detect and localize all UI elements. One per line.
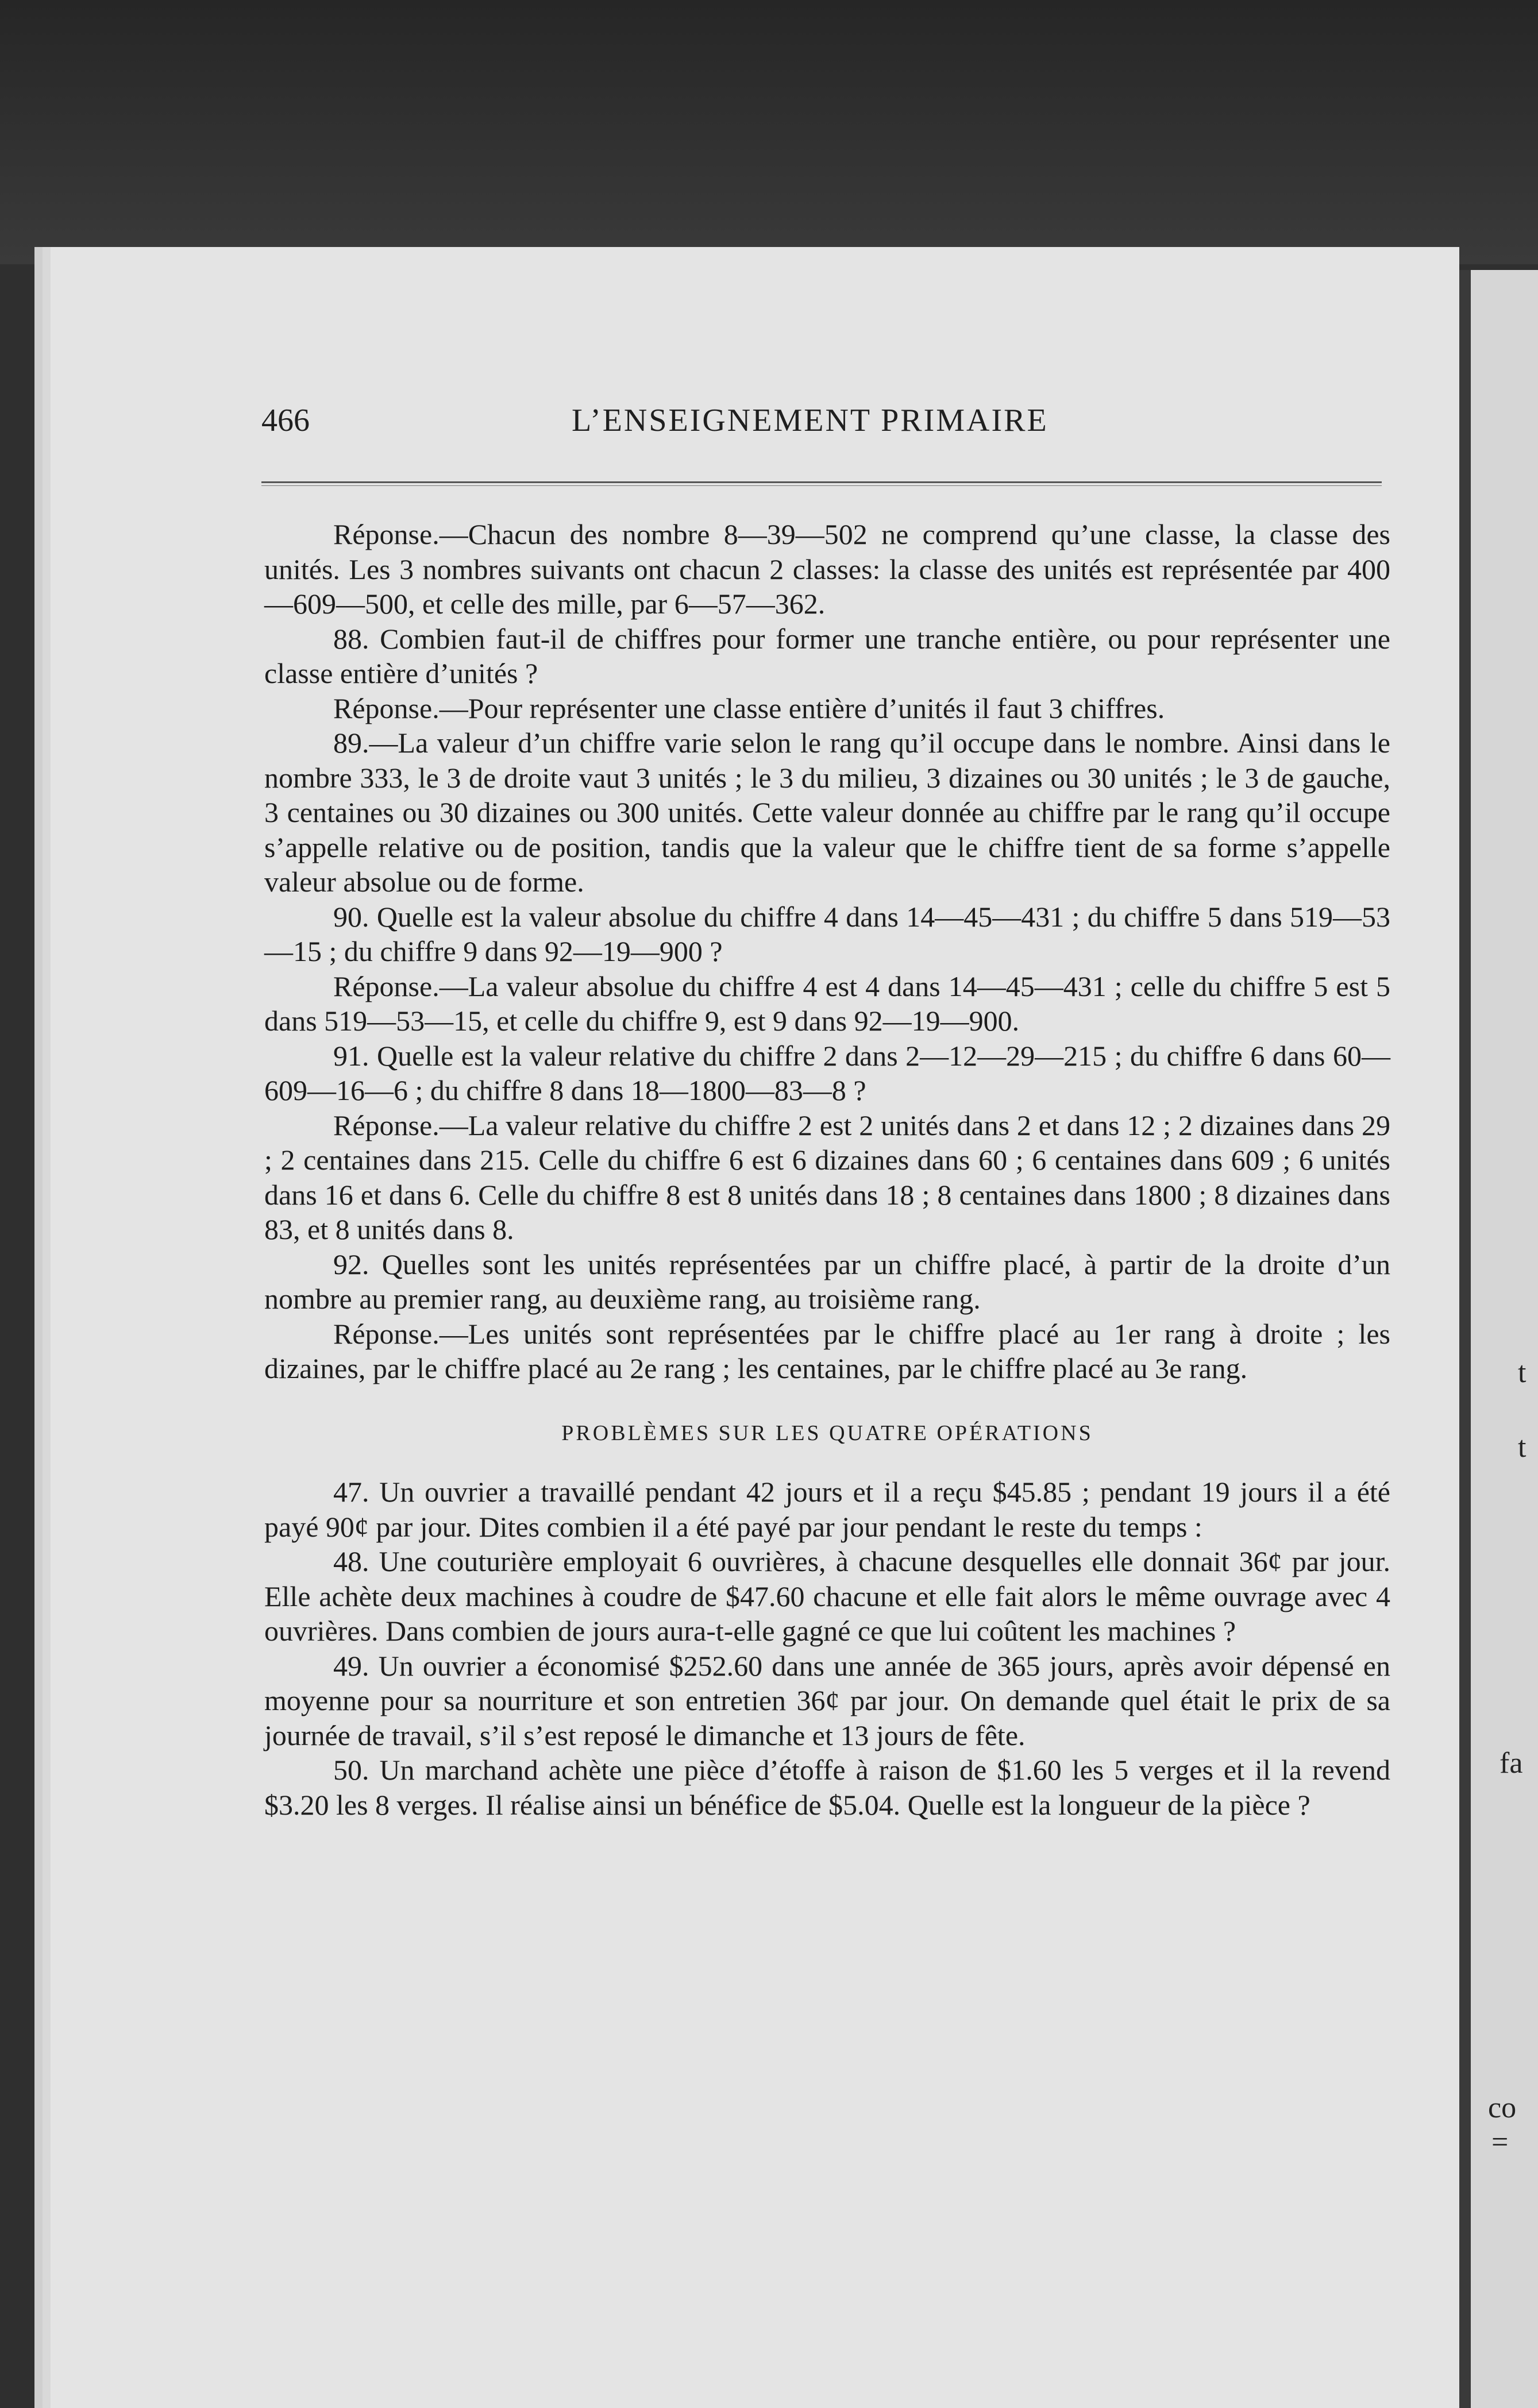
section-title: PROBLÈMES SUR LES QUATRE OPÉRATIONS bbox=[561, 1421, 1093, 1445]
problem-48: 48. Une couturière employait 6 ouvrières, à chacune desquelles elle donnait 36¢ par jour. Elle achète deux machines à coudre de $47.60 chacune et elle fait alors le même ouvrage avec 4 ouvrières. Dans combien de jours aura-t-elle gagné ce que lui coûtent les machines ? bbox=[264, 1545, 1390, 1647]
answer-91: Réponse.—La valeur relative du chiffre 2 est 2 unités dans 2 et dans 12 ; 2 dizaines dans 29 ; 2 centaines dans 215. Celle du chiffre 6 est 6 dizaines dans 60 ; 6 centaines dans 609 ; 6 unités dans 16 et dans 6. Celle du chiffre 8 est 8 unités dans 18 ; 8 centaines dans 1800 ; 8 dizaines dans 83, et 8 unités dans 8. bbox=[264, 1109, 1390, 1245]
dark-background bbox=[0, 0, 1538, 264]
answer-92: Réponse.—Les unités sont représentées par le chiffre placé au 1er rang à droite ; les dizaines, par le chiffre placé au 2e rang ; les centaines, par le chiffre placé au 3e rang. bbox=[264, 1317, 1390, 1384]
problem-47: 47. Un ouvrier a travaillé pendant 42 jours et il a reçu $45.85 ; pendant 19 jours il a été payé 90¢ par jour. Dites combien il a été payé par jour pendant le reste du temps : bbox=[264, 1476, 1390, 1543]
answer-87: Réponse.—Chacun des nombre 8—39—502 ne comprend qu’une classe, la classe des unités. Les 3 nombres suivants ont chacun 2 classes: la classe des unités est représentée par 400—609—500, et celle des mille, par 6—57—362. bbox=[264, 518, 1390, 620]
answer-88: Réponse.—Pour représenter une classe entière d’unités il faut 3 chiffres. bbox=[333, 692, 1165, 724]
question-91: 91. Quelle est la valeur relative du chiffre 2 dans 2—12—29—215 ; du chiffre 6 dans 60—609—16—6 ; du chiffre 8 dans 18—1800—83—8 ? bbox=[264, 1039, 1390, 1106]
question-92: 92. Quelles sont les unités représentées par un chiffre placé, à partir de la droite d’un nombre au premier rang, au deuxième rang, au troisième rang. bbox=[264, 1248, 1390, 1315]
page-gutter bbox=[1459, 270, 1471, 2408]
question-90: 90. Quelle est la valeur absolue du chiffre 4 dans 14—45—431 ; du chiffre 5 dans 519—53—15 ; du chiffre 9 dans 92—19—900 ? bbox=[264, 900, 1390, 967]
problem-50: 50. Un marchand achète une pièce d’étoffe à raison de $1.60 les 5 verges et il la revend $3.20 les 8 verges. Il réalise ainsi un bénéfice de $5.04. Quelle est la longueur de la pièce ? bbox=[264, 1754, 1390, 1821]
page-text bbox=[264, 517, 1390, 1822]
running-head: L’ENSEIGNEMENT PRIMAIRE bbox=[572, 403, 1049, 438]
problem-49: 49. Un ouvrier a économisé $252.60 dans une année de 365 jours, après avoir dépensé en moyenne pour sa nourriture et son entretien 36¢ par jour. On demande quel était le prix de sa journée de travail, s’il s’est reposé le dimanche et 13 jours de fête. bbox=[264, 1649, 1390, 1751]
adjacent-page-fragment: co bbox=[1488, 2091, 1517, 2124]
adjacent-page-fragment: = bbox=[1491, 2126, 1509, 2159]
adjacent-page-fragment: t bbox=[1518, 1431, 1527, 1464]
page-header bbox=[261, 402, 1382, 448]
question-88: 88. Combien faut-il de chiffres pour former une tranche entière, ou pour représenter une classe entière d’unités ? bbox=[264, 622, 1390, 689]
answer-90: Réponse.—La valeur absolue du chiffre 4 est 4 dans 14—45—431 ; celle du chiffre 5 est 5 dans 519—53—15, et celle du chiffre 9, est 9 dans 92—19—900. bbox=[264, 970, 1390, 1037]
adjacent-page bbox=[1471, 270, 1538, 2408]
rule-89: 89.—La valeur d’un chiffre varie selon le rang qu’il occupe dans le nombre. Ainsi dans le nombre 333, le 3 de droite vaut 3 unités ; le 3 du milieu, 3 dizaines ou 30 unités ; le 3 de gauche, 3 centaines ou 30 dizaines ou 300 unités. Cette valeur donnée au chiffre par le rang qu’il occupe s’appelle relative ou de position, tandis que la valeur que le chiffre tient de sa forme s’appelle valeur absolue ou de forme. bbox=[264, 727, 1390, 898]
page-number: 466 bbox=[261, 403, 310, 438]
header-rule bbox=[261, 481, 1382, 486]
adjacent-page-fragment: t bbox=[1518, 1356, 1527, 1389]
adjacent-page-fragment: fa bbox=[1500, 1747, 1523, 1780]
